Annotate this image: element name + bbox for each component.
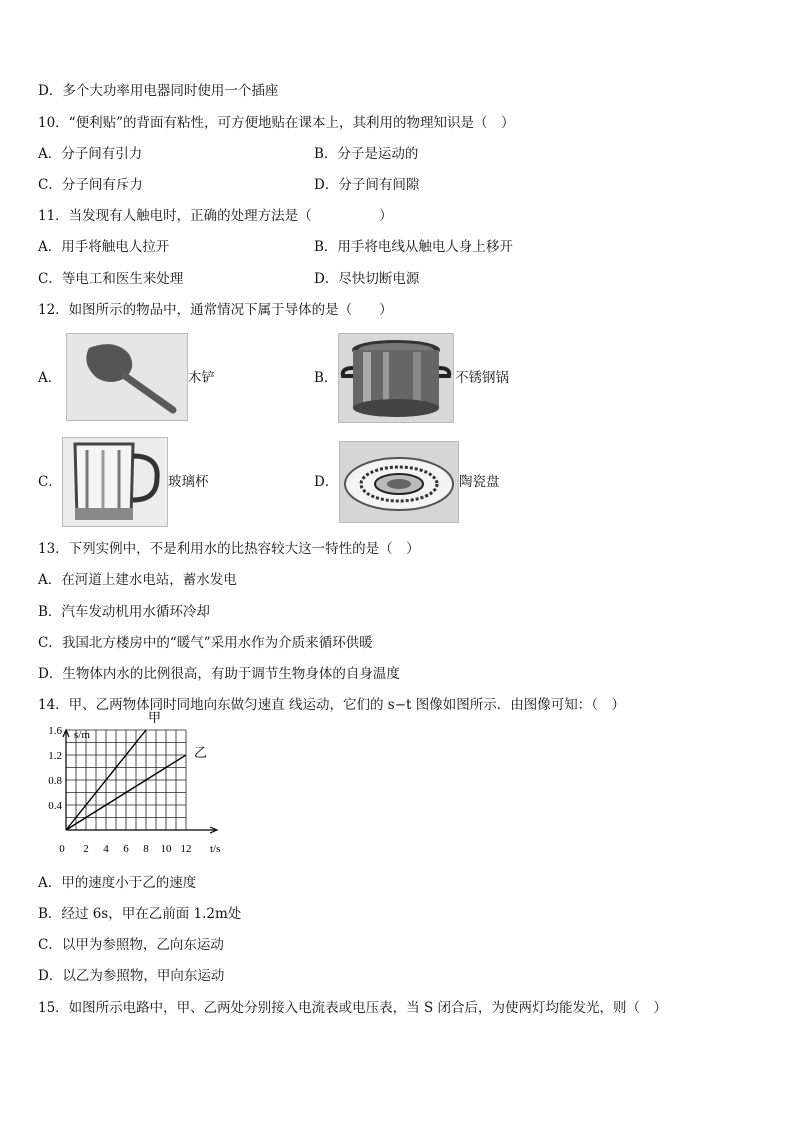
q11-option-b[interactable]: B．用手将电线从触电人身上移开 xyxy=(314,239,513,255)
x-tick-label: 8 xyxy=(143,843,149,855)
q14-option-d[interactable]: D．以乙为参照物，甲向东运动 xyxy=(38,968,225,984)
q15-stem: 15．如图所示电路中，甲、乙两处分别接入电流表或电压表，当 S 闭合后，为使两灯均能发光，则（ ） xyxy=(38,1000,668,1016)
q14-option-c[interactable]: C．以甲为参照物，乙向东运动 xyxy=(38,937,224,953)
q12-option-d-caption: 陶瓷盘 xyxy=(459,474,500,490)
y-tick-label: 0.8 xyxy=(48,775,62,787)
q13-option-d[interactable]: D．生物体内水的比例很高，有助于调节生物身体的自身温度 xyxy=(38,666,400,682)
q12-option-a-label[interactable]: A． xyxy=(38,370,62,386)
x-tick-label: 6 xyxy=(123,843,129,855)
q12-stem: 12．如图所示的物品中，通常情况下属于导体的是（ ） xyxy=(38,302,393,318)
q9-option-d[interactable]: D．多个大功率用电器同时使用一个插座 xyxy=(38,83,279,99)
wooden-spatula-icon xyxy=(67,334,187,420)
y-tick-label: 0.4 xyxy=(48,800,62,812)
q14-stem: 14．甲、乙两物体同时同地向东做匀速直 线运动，它们的 s−t 图像如图所示．由图像可知：（ ） xyxy=(38,697,625,713)
x-tick-label: 12 xyxy=(180,843,192,855)
glass-cup-icon xyxy=(63,438,167,526)
q12-option-a-caption: 木铲 xyxy=(188,370,215,386)
q14-option-a[interactable]: A．甲的速度小于乙的速度 xyxy=(38,875,197,891)
q10-stem: 10．“便利贴”的背面有粘性，可方便地贴在课本上，其利用的物理知识是（ ） xyxy=(38,115,515,131)
x-tick-label: 0 xyxy=(59,843,65,855)
q12-option-c-caption: 玻璃杯 xyxy=(168,474,209,490)
q11-stem: 11．当发现有人触电时，正确的处理方法是（ ） xyxy=(38,208,393,224)
q12-option-d-label[interactable]: D． xyxy=(314,474,339,490)
st-graph xyxy=(38,711,238,862)
series-label-yi: 乙 xyxy=(194,746,208,761)
q12-option-c-label[interactable]: C． xyxy=(38,474,62,490)
q12-option-b-label[interactable]: B． xyxy=(314,370,338,386)
wooden-spatula-image[interactable] xyxy=(66,333,188,421)
q13-option-a[interactable]: A．在河道上建水电站，蓄水发电 xyxy=(38,572,237,588)
q10-option-d[interactable]: D．分子间有间隙 xyxy=(314,177,420,193)
q11-option-d[interactable]: D．尽快切断电源 xyxy=(314,271,420,287)
x-tick-label: 4 xyxy=(103,843,109,855)
q11-option-c[interactable]: C．等电工和医生来处理 xyxy=(38,271,184,287)
glass-cup-image[interactable] xyxy=(62,437,168,527)
y-tick-label: 1.6 xyxy=(48,725,62,737)
q11-option-a[interactable]: A．用手将触电人拉开 xyxy=(38,239,170,255)
y-axis-label: s/m xyxy=(74,729,90,741)
q10-option-b[interactable]: B．分子是运动的 xyxy=(314,146,419,162)
chart-labels xyxy=(48,711,220,855)
x-tick-label: 2 xyxy=(83,843,89,855)
y-tick-label: 1.2 xyxy=(48,750,62,762)
q13-option-b[interactable]: B．汽车发动机用水循环冷却 xyxy=(38,604,210,620)
ceramic-plate-icon xyxy=(340,442,458,522)
q14-option-b[interactable]: B．经过 6s，甲在乙前面 1.2m处 xyxy=(38,906,242,922)
q10-option-a[interactable]: A．分子间有引力 xyxy=(38,146,143,162)
q13-option-c[interactable]: C．我国北方楼房中的“暖气”采用水作为介质来循环供暖 xyxy=(38,635,373,651)
steel-pot-image[interactable] xyxy=(338,333,454,423)
x-tick-label: 10 xyxy=(160,843,172,855)
steel-pot-icon xyxy=(339,334,453,422)
x-axis-label: t/s xyxy=(210,843,221,855)
q13-stem: 13．下列实例中，不是利用水的比热容较大这一特性的是（ ） xyxy=(38,541,420,557)
chart-grid xyxy=(66,730,186,830)
ceramic-plate-image[interactable] xyxy=(339,441,459,523)
series-label-jia: 甲 xyxy=(148,711,162,726)
q10-option-c[interactable]: C．分子间有斥力 xyxy=(38,177,143,193)
q12-option-b-caption: 不锈钢锅 xyxy=(455,370,509,386)
